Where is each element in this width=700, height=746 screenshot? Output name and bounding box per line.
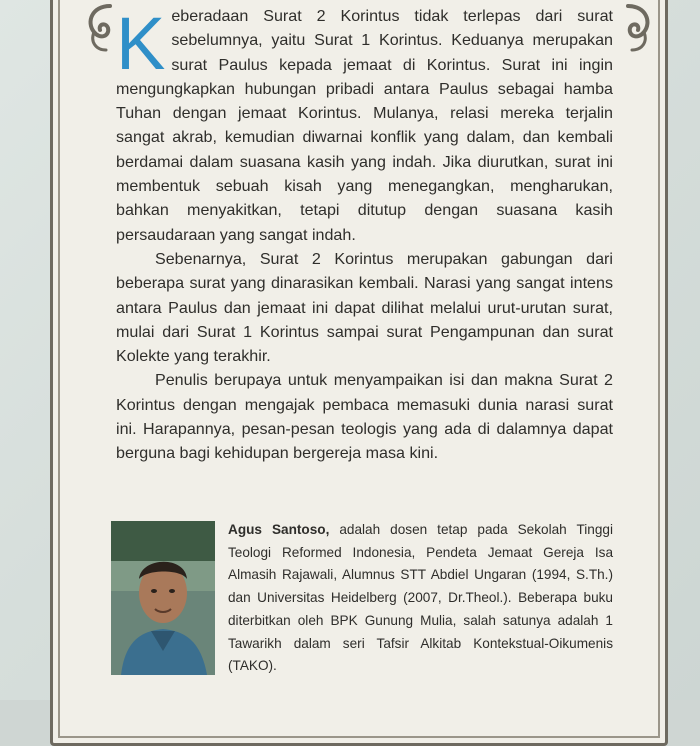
author-portrait-illustration [111, 521, 215, 675]
author-bio-text: adalah dosen tetap pada Sekolah Tinggi Teologi Reformed Indonesia, Pendeta Jemaat Gereja Isa Almasih Rajawali, Alumnus STT Abdiel Ungaran (1994, S.Th.) dan Universitas Heidelberg (2007, Dr.Theol.). Beberapa buku diterbitkan oleh BPK Gunung Mulia, salah satunya adalah 1 Tawarikh dalam seri Tafsir Alkitab Kontekstual-Oikumenis (TAKO). [228, 522, 613, 674]
author-name: Agus Santoso, [228, 522, 330, 537]
paragraph-3: Penulis berupaya untuk menyampaikan isi dan makna Surat 2 Korintus dengan mengajak pembaca memasuki dunia narasi surat ini. Harapannya, pesan-pesan teologis yang ada di dalamnya dapat berguna bagi kehidupan bergereja masa kini. [116, 371, 613, 463]
author-photo [111, 521, 215, 675]
paragraph-1-text: eberadaan Surat 2 Korintus tidak terlepas dari surat sebelumnya, yaitu Surat 1 Korintus. Keduanya merupakan surat Paulus kepada jemaat di Korintus. Surat ini ingin mengungkapkan hubungan pribadi antara Paulus sebagai hamba Tuhan dengan jemaat Korintus. Mulanya, relasi mereka terjalin sangat akrab, kemudian diwarnai konflik yang dalam, dan kembali berdamai dalam suasana kasih yang indah. Jika diurutkan, surat ini membentuk sebuah kisah yang menegangkan, mengharukan, bahkan menyakitkan, tetapi ditutup dengan suasana kasih persaudaraan yang sangat indah. [116, 7, 613, 244]
paragraph-2: Sebenarnya, Surat 2 Korintus merupakan gabungan dari beberapa surat yang dinarasikan kembali. Narasi yang sangat intens antara Paulus dan jemaat ini dapat dilihat melalui urut-urutan surat, mulai dari Surat 1 Korintus sampai surat Pengampunan dan surat Kolekte yang terakhir. [116, 249, 613, 366]
synopsis-text [116, 4, 613, 466]
ornament-scroll-right-icon [614, 2, 658, 54]
author-bio [228, 519, 613, 678]
drop-cap: K [116, 2, 166, 85]
paragraph-1 [116, 4, 613, 247]
